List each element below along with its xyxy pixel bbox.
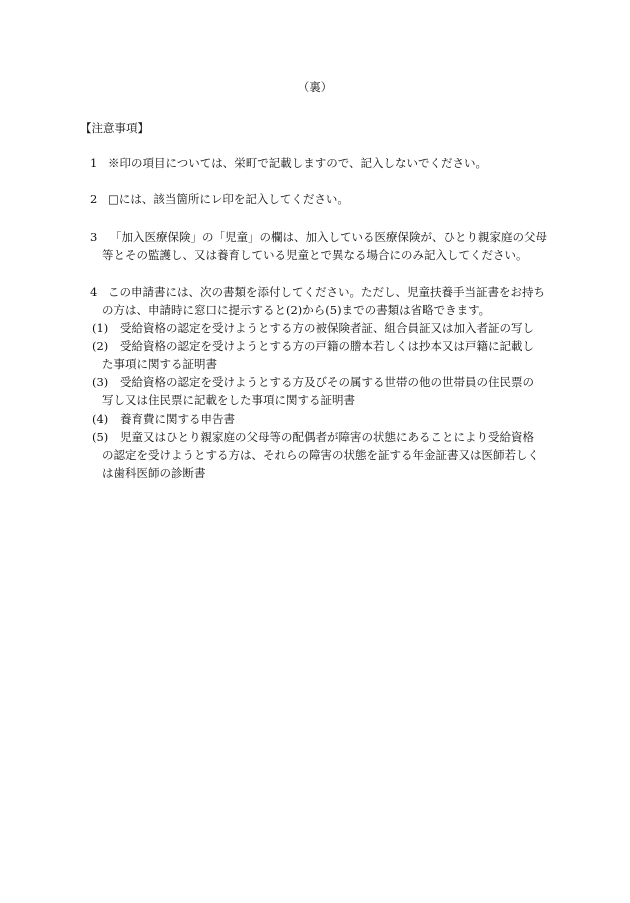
item-1-number: (1): [92, 321, 109, 335]
note-1-number: 1: [90, 156, 98, 170]
item-5-line-1: 児童又はひとり親家庭の父母等の配偶者が障害の状態にあることにより受給資格: [120, 430, 534, 444]
item-5-number: (5): [92, 430, 109, 444]
note-3-number: 3: [90, 230, 98, 244]
note-3-line-2: 等とその監護し、又は養育している児童とで異なる場合にのみ記入してください。: [102, 248, 528, 262]
note-4-line-2: の方は、申請時に窓口に提示すると(2)から(5)までの書類は省略できます。: [102, 303, 491, 317]
note-2-text: □には、該当箇所にレ印を記入してください。: [108, 192, 349, 206]
item-3-number: (3): [92, 375, 109, 389]
item-3-line-2: 写し又は住民票に記載をした事項に関する証明書: [102, 393, 355, 407]
item-1-line-1: 受給資格の認定を受けようとする方の被保険者証、組合員証又は加入者証の写し: [120, 321, 534, 335]
item-2-line-1: 受給資格の認定を受けようとする方の戸籍の謄本若しくは抄本又は戸籍に記載し: [120, 339, 534, 353]
item-4-number: (4): [92, 412, 109, 426]
note-1-text: ※印の項目については、栄町で記載しますので、記入しないでください。: [108, 156, 488, 170]
note-2-number: 2: [90, 192, 98, 206]
item-4-line-1: 養育費に関する申告書: [120, 412, 235, 426]
item-5-line-2: の認定を受けようとする方は、それらの障害の状態を証する年金証書又は医師若しく: [102, 448, 539, 462]
note-4: [90, 287, 97, 299]
note-1: [90, 158, 97, 170]
page-heading: （裏）: [297, 80, 333, 94]
item-2-number: (2): [92, 339, 109, 353]
note-2: [90, 194, 97, 206]
section-title: 【注意事項】: [80, 121, 149, 135]
note-4-number: 4: [90, 285, 98, 299]
note-3-line-1: 「加入医療保険」の「児童」の欄は、加入している医療保険が、ひとり親家庭の父母: [110, 230, 547, 244]
item-3-line-1: 受給資格の認定を受けようとする方及びその属する世帯の他の世帯員の住民票の: [120, 375, 534, 389]
item-2-line-2: た事項に関する証明書: [102, 357, 217, 371]
item-5-line-3: は歯科医師の診断書: [102, 466, 206, 480]
note-4-line-1: この申請書には、次の書類を添付してください。ただし、児童扶養手当証書をお持ち: [108, 285, 545, 299]
note-3: [90, 232, 97, 244]
